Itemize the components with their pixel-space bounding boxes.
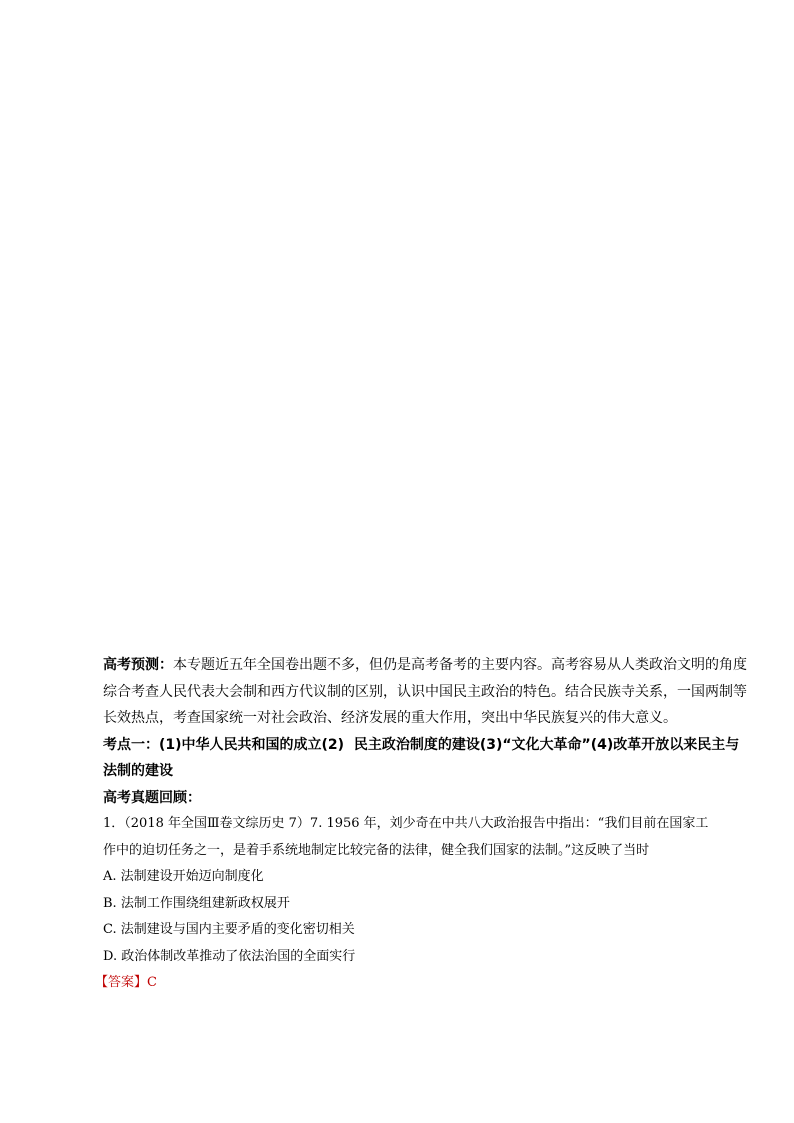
option-a: A. 法制建设开始迈向制度化 xyxy=(103,869,264,884)
document-body xyxy=(95,652,747,997)
key-point-line-1: 考点一：(1)中华人民共和国的成立(2) 民主政治制度的建设(3)“文化大革命”(4)改革开放以来民主与 xyxy=(103,736,740,753)
prediction-text-1: 本专题近五年全国卷出题不多，但仍是高考备考的主要内容。高考容易从人类政治文明的角度 xyxy=(173,657,747,673)
prediction-line-3: 长效热点，考查国家统一对社会政治、经济发展的重大作用，突出中华民族复兴的伟大意义。 xyxy=(103,710,677,726)
answer-line xyxy=(95,970,729,997)
key-point-line-2: 法制的建设 xyxy=(103,763,173,779)
option-c: C. 法制建设与国内主要矛盾的变化密切相关 xyxy=(103,922,355,937)
answer-label: 【答案】 xyxy=(95,975,148,990)
option-d: D. 政治体制改革推动了依法治国的全面实行 xyxy=(103,948,356,964)
option-b: B. 法制工作围绕组建新政权展开 xyxy=(103,895,290,911)
prediction-line-1 xyxy=(103,652,747,679)
answer-value: C xyxy=(147,975,157,990)
review-heading: 高考真题回顾： xyxy=(103,789,201,806)
question-line-2: 作中的迫切任务之一，是着手系统地制定比较完备的法律，健全我们国家的法制。”这反映了当时 xyxy=(103,842,650,858)
question-line-1: 1．（2018 年全国Ⅲ卷文综历史 7）7. 1956 年，刘少奇在中共八大政治报告中指出：“我们目前在国家工 xyxy=(103,816,709,831)
prediction-label: 高考预测： xyxy=(103,657,173,673)
prediction-line-2: 综合考查人民代表大会制和西方代议制的区别，认识中国民主政治的特色。结合民族寺关系，一国两制等 xyxy=(103,683,747,700)
